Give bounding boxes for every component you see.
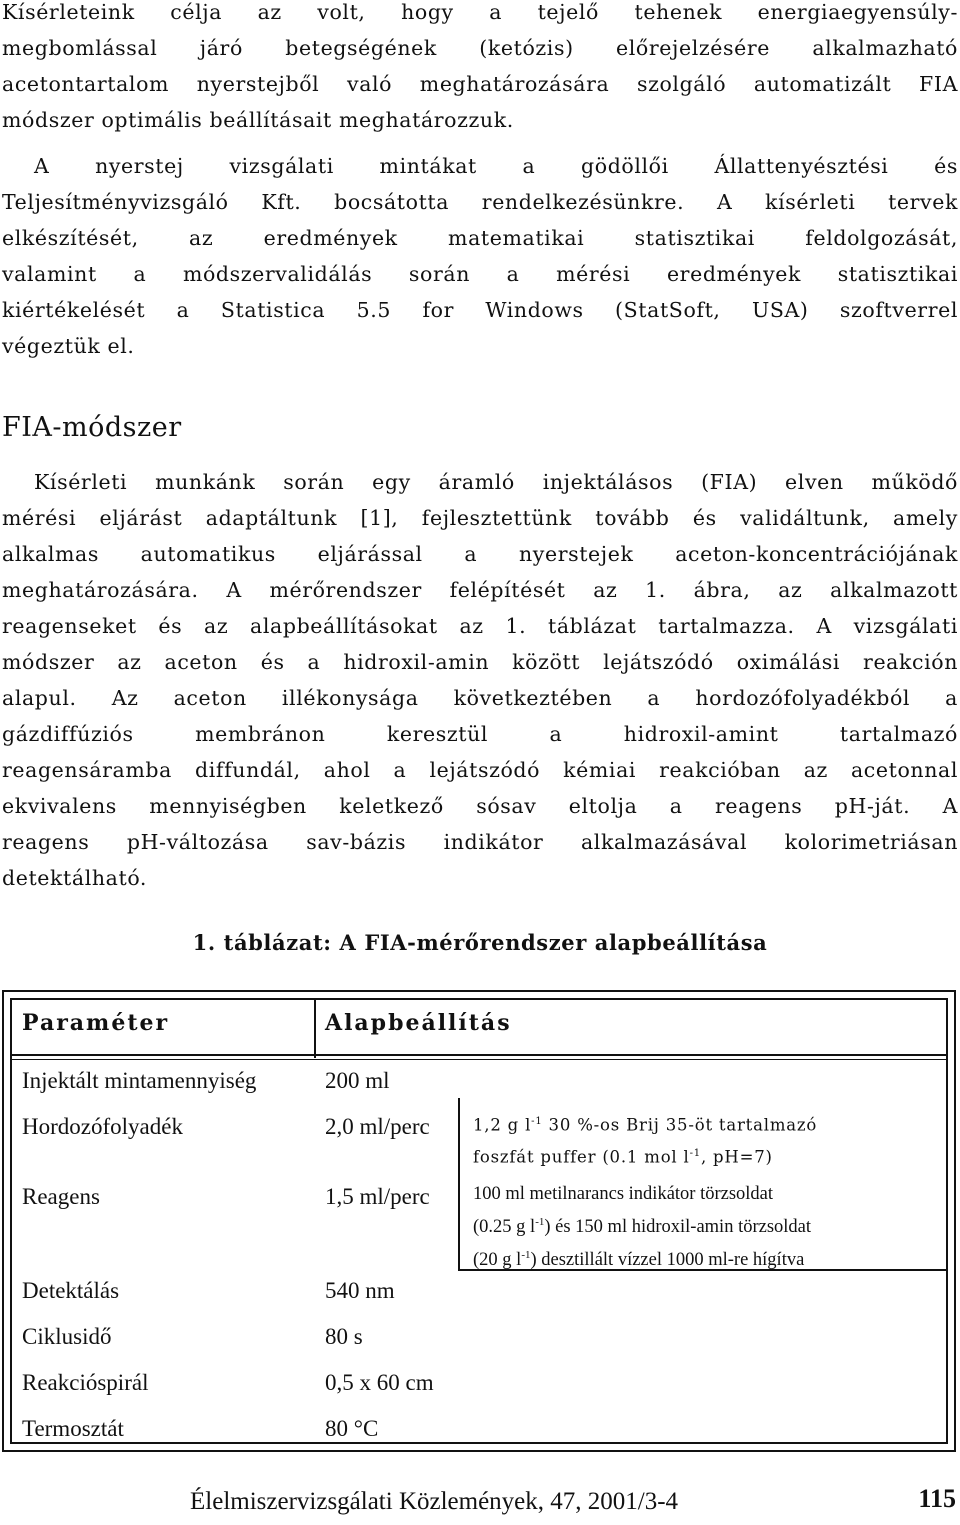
header-setting: Alapbeállítás <box>325 1010 512 1036</box>
text-line: detektálható. <box>2 866 148 890</box>
table-cell-value: 200 ml <box>325 1068 390 1093</box>
reagent-note <box>473 1180 811 1274</box>
table-cell-value: 540 nm <box>325 1278 395 1303</box>
text-line: gázdiffúziós membránon keresztül a hidroxil-amint tartalmazó <box>2 722 958 746</box>
header-parameter: Paraméter <box>22 1010 170 1036</box>
table-cell-value: 2,0 ml/perc <box>325 1114 430 1139</box>
table-cell-value: 80 s <box>325 1324 363 1349</box>
text-line: Kísérleti munkánk során egy áramló injektálásos (FIA) elven működő <box>34 470 958 494</box>
methods-paragraph <box>2 148 958 364</box>
header-rule <box>12 1054 946 1056</box>
text-line: megbomlással járó betegségének (ketózis) előrejelzésére alkalmazható <box>2 36 958 60</box>
text-line: alkalmas automatikus eljárással a nyerstejek aceton-koncentrációjának <box>2 542 958 566</box>
table-caption: 1. táblázat: A FIA-mérőrendszer alapbeállítása <box>192 930 768 955</box>
table-frame <box>10 998 948 1444</box>
text-line: elkészítését, az eredmények matematikai statisztikai feldolgozását, <box>2 226 958 250</box>
table-cell-param: Termosztát <box>22 1416 124 1441</box>
intro-paragraph <box>2 0 958 138</box>
section-paragraph <box>2 464 958 896</box>
text-line: reagensáramba diffundál, ahol a lejátszódó kémiai reakcióban az acetonnal <box>2 758 958 782</box>
note-line: foszfát puffer (0.1 mol $l^{-1}$, pH=7) <box>473 1147 773 1166</box>
note-line: 1,2 g $l^{-1}$ 30 %-os Brij 35-öt tartalmazó <box>473 1115 818 1135</box>
text-line: acetontartalom nyerstejből való meghatározására szolgáló automatizált FIA <box>2 72 958 96</box>
table-cell-value: 1,5 ml/perc <box>325 1184 430 1209</box>
text-line: reagenseket és az alapbeállításokat az 1. táblázat tartalmazza. A vizsgálati <box>2 614 958 638</box>
table-cell-param: Hordozófolyadék <box>22 1114 183 1139</box>
text-line: módszer az aceton és a hidroxil-amin között lejátszódó oximálási reakción <box>2 650 958 674</box>
table-cell-param: Detektálás <box>22 1278 120 1303</box>
text-line: valamint a módszervalidálás során a mérési eredmények statisztikai <box>2 262 958 286</box>
text-line: meghatározására. A mérőrendszer felépítését az 1. ábra, az alkalmazott <box>2 578 958 602</box>
text-line: ekvivalens mennyiségben keletkező sósav eltolja a reagens pH-ját. A <box>2 794 958 818</box>
text-line: mérési eljárást adaptáltunk [1], fejlesztettünk tovább és validáltunk, amely <box>2 506 958 530</box>
text-line: Teljesítményvizsgáló Kft. bocsátotta rendelkezésünkre. A kísérleti tervek <box>2 190 958 214</box>
text-line: A nyerstej vizsgálati mintákat a gödöllői Állattenyésztési és <box>34 154 958 178</box>
table-cell-param: Injektált mintamennyiség <box>22 1068 257 1093</box>
note-line: 100 ml metilnarancs indikátor törzsoldat <box>473 1184 774 1204</box>
settings-table <box>2 990 956 1452</box>
column-divider <box>458 1098 460 1269</box>
text-line: kiértékelését a Statistica 5.5 for Windows (StatSoft, USA) szoftverrel <box>2 298 958 322</box>
table-cell-param: Reakcióspirál <box>22 1370 149 1395</box>
note-line: (20 g $l^{-1}$) desztillált vízzel 1000 ml-re hígítva <box>473 1249 805 1271</box>
text-line: Kísérleteink célja az volt, hogy a tejelő tehenek energiaegyensúly- <box>2 0 958 24</box>
section-heading: FIA-módszer <box>2 412 182 443</box>
note-line: (0.25 g $l^{-1}$) és 150 ml hidroxil-amin törzsoldat <box>473 1216 812 1238</box>
text-line: reagens pH-változása sav-bázis indikátor alkalmazásával kolorimetriásan <box>2 830 958 854</box>
text-line: végeztük el. <box>2 334 135 358</box>
column-divider <box>314 1000 316 1058</box>
page-number: 115 <box>918 1484 956 1513</box>
header-rule <box>12 1059 946 1060</box>
table-cell-param: Reagens <box>22 1184 100 1209</box>
text-line: módszer optimális beállításait meghatározzuk. <box>2 108 514 132</box>
carrier-note <box>473 1108 817 1171</box>
table-cell-value: 80 °C <box>325 1416 379 1441</box>
text-line: alapul. Az aceton illékonysága következtében a hordozófolyadékból a <box>2 686 958 710</box>
journal-footer: Élelmiszervizsgálati Közlemények, 47, 2001/3-4 <box>190 1488 679 1515</box>
table-cell-value: 0,5 x 60 cm <box>325 1370 434 1395</box>
table-cell-param: Ciklusidő <box>22 1324 112 1349</box>
